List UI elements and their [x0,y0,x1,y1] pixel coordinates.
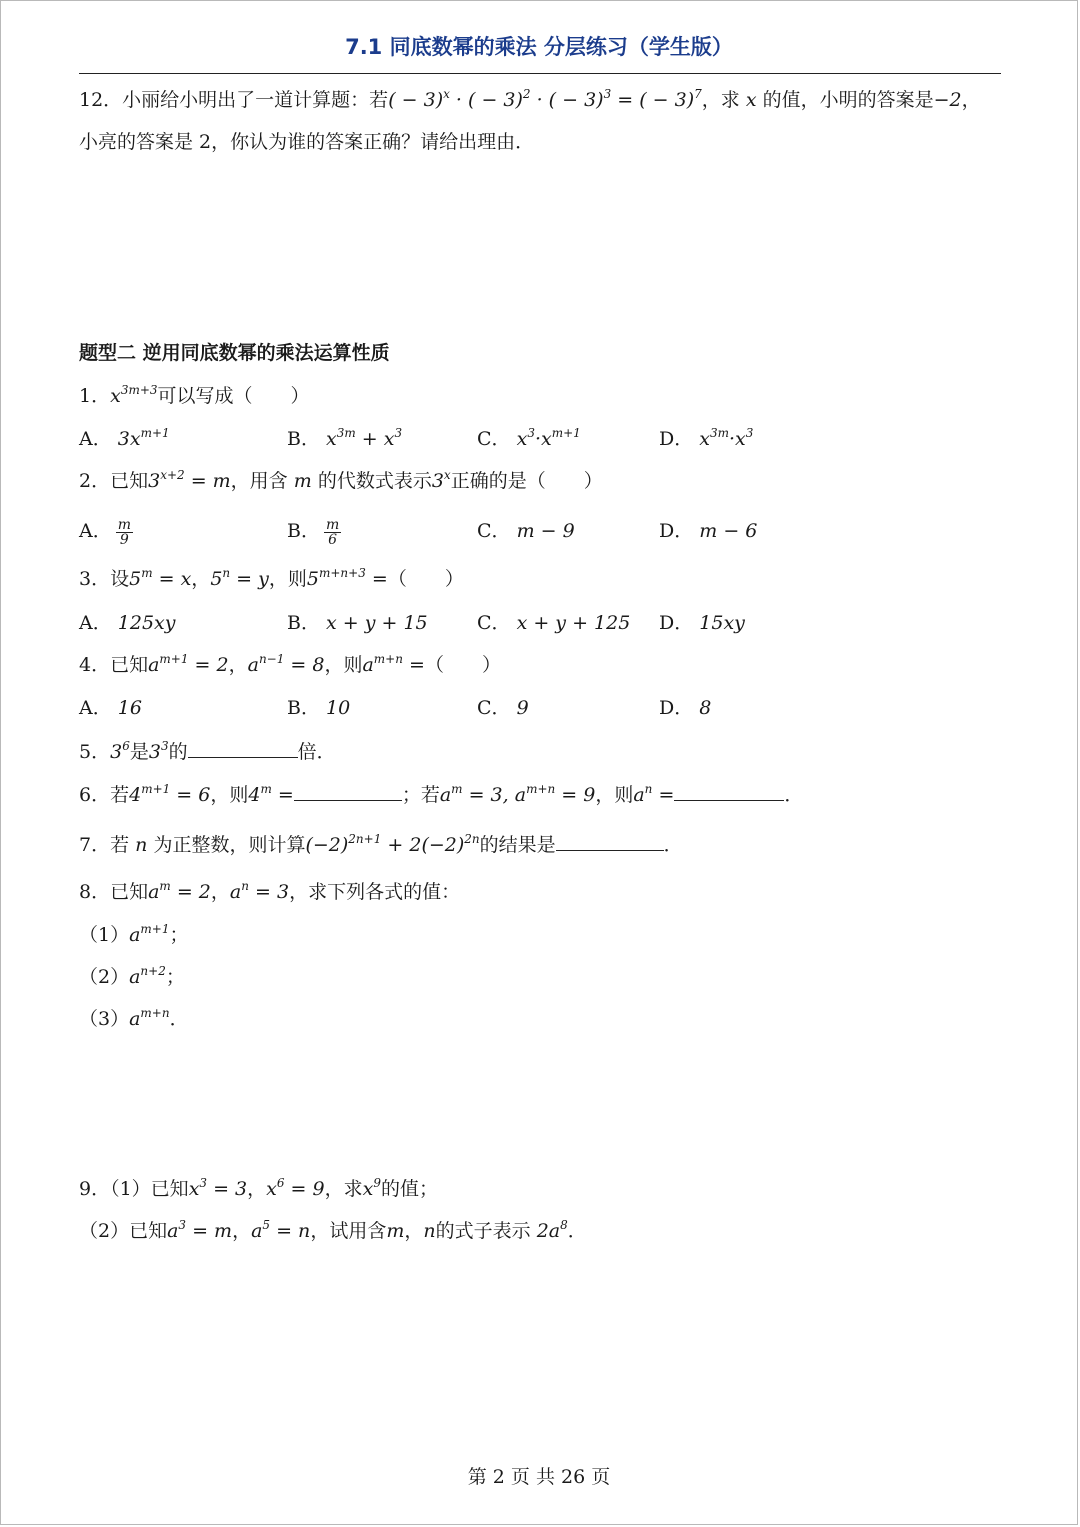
question-2-option-c[interactable]: C． m − 9 [477,520,575,542]
question-2-option-b[interactable]: B． $\frac{m}{6}$ [287,516,340,548]
answer-blank[interactable] [294,780,402,801]
question-6: 6．若$4^{m+1} = 6$，则$4^m$ = ；若$a^m = 3$, $a^{m+n} = 9$，则$a^n$ = ． [79,780,1007,809]
question-4-option-a[interactable]: A． 16 [79,697,142,719]
question-4-stem: 4．已知$a^{m+1} = 2$，$a^{n-1} = 8$，则$a^{m+n}$ =（ ） [79,652,501,676]
question-3-stem: 3．设$5^m = x$，$5^n = y$，则$5^{m+n+3}$ =（ ） [79,566,464,590]
page-footer: 第 2 页 共 26 页 [467,1466,611,1488]
question-3-option-c[interactable]: C． x + y + 125 [477,612,631,634]
question-5: 5．$3^6$是$3^3$的 倍． [79,737,1007,766]
question-8-part-2: $(2)a^{n+2}$； [79,964,185,988]
question-7: 7．若 n 为正整数，则计算$(-2)^{2n+1} + 2(-2)^{2n}$的结果是 ． [79,830,1007,859]
question-12-line-1: 12．小丽给小明出了一道计算题：若( − 3)$^x$ · ( − 3)$^2$ · ( − 3)$^3$ = ( − 3)$^7$，求 x 的值，小明的答案是−2， [79,87,981,111]
question-1-option-d[interactable]: D． $x^{3m}\cdot x^3$ [659,426,754,450]
answer-blank[interactable] [674,780,784,801]
question-2-option-d[interactable]: D． m − 6 [659,520,758,542]
question-1-option-c[interactable]: C． $x^3\cdot x^{m+1}$ [477,426,581,450]
question-8-part-3: $(3)a^{m+n}$． [79,1006,189,1030]
question-3-option-a[interactable]: A． 125xy [79,612,176,634]
question-2-option-a[interactable]: A． $\frac{m}{9}$ [79,516,132,548]
question-1-option-a[interactable]: A． $3x^{m+1}$ [79,426,170,450]
question-4-option-c[interactable]: C． 9 [477,697,529,719]
question-1-option-b[interactable]: B． $x^{3m} + x^3$ [287,426,403,450]
question-2-stem: 2．已知$3^{x+2} = m$，用含 m 的代数式表示3$^x$正确的是（ ） [79,468,603,492]
question-3-option-d[interactable]: D． 15xy [659,612,745,634]
question-12-equation: ( − 3)$^x$ · ( − 3)$^2$ · ( − 3)$^3$ = ( − 3)$^7$ [388,87,702,111]
page-header-title: 7.1 同底数幂的乘法 分层练习（学生版） [345,35,733,59]
question-4-option-d[interactable]: D． 8 [659,697,712,719]
answer-blank[interactable] [556,830,664,851]
question-4-option-b[interactable]: B． 10 [287,697,351,719]
question-8-stem: 8．已知$a^m = 2$，$a^n = 3$，求下列各式的值： [79,879,461,903]
question-3-option-b[interactable]: B． x + y + 15 [287,612,428,634]
question-1-stem: 1．$x^{3m+3}$可以写成（ ） [79,383,310,407]
question-9-part-1: 9．（1）已知$x^3 = 3$，$x^6 = 9$，求$x^9$的值； [79,1176,438,1200]
question-12-line-2: 小亮的答案是 2，你认为谁的答案正确？请给出理由． [79,131,535,153]
question-8-part-1: $(1)a^{m+1}$； [79,922,189,946]
question-9-part-2: （2）已知$a^3 = m$，$a^5 = n$，试用含m，n的式子表示 $2a^8$． [79,1218,587,1242]
header-divider [79,73,1001,74]
answer-blank[interactable] [188,737,298,758]
section-heading: 题型二 逆用同底数幂的乘法运算性质 [79,342,390,364]
